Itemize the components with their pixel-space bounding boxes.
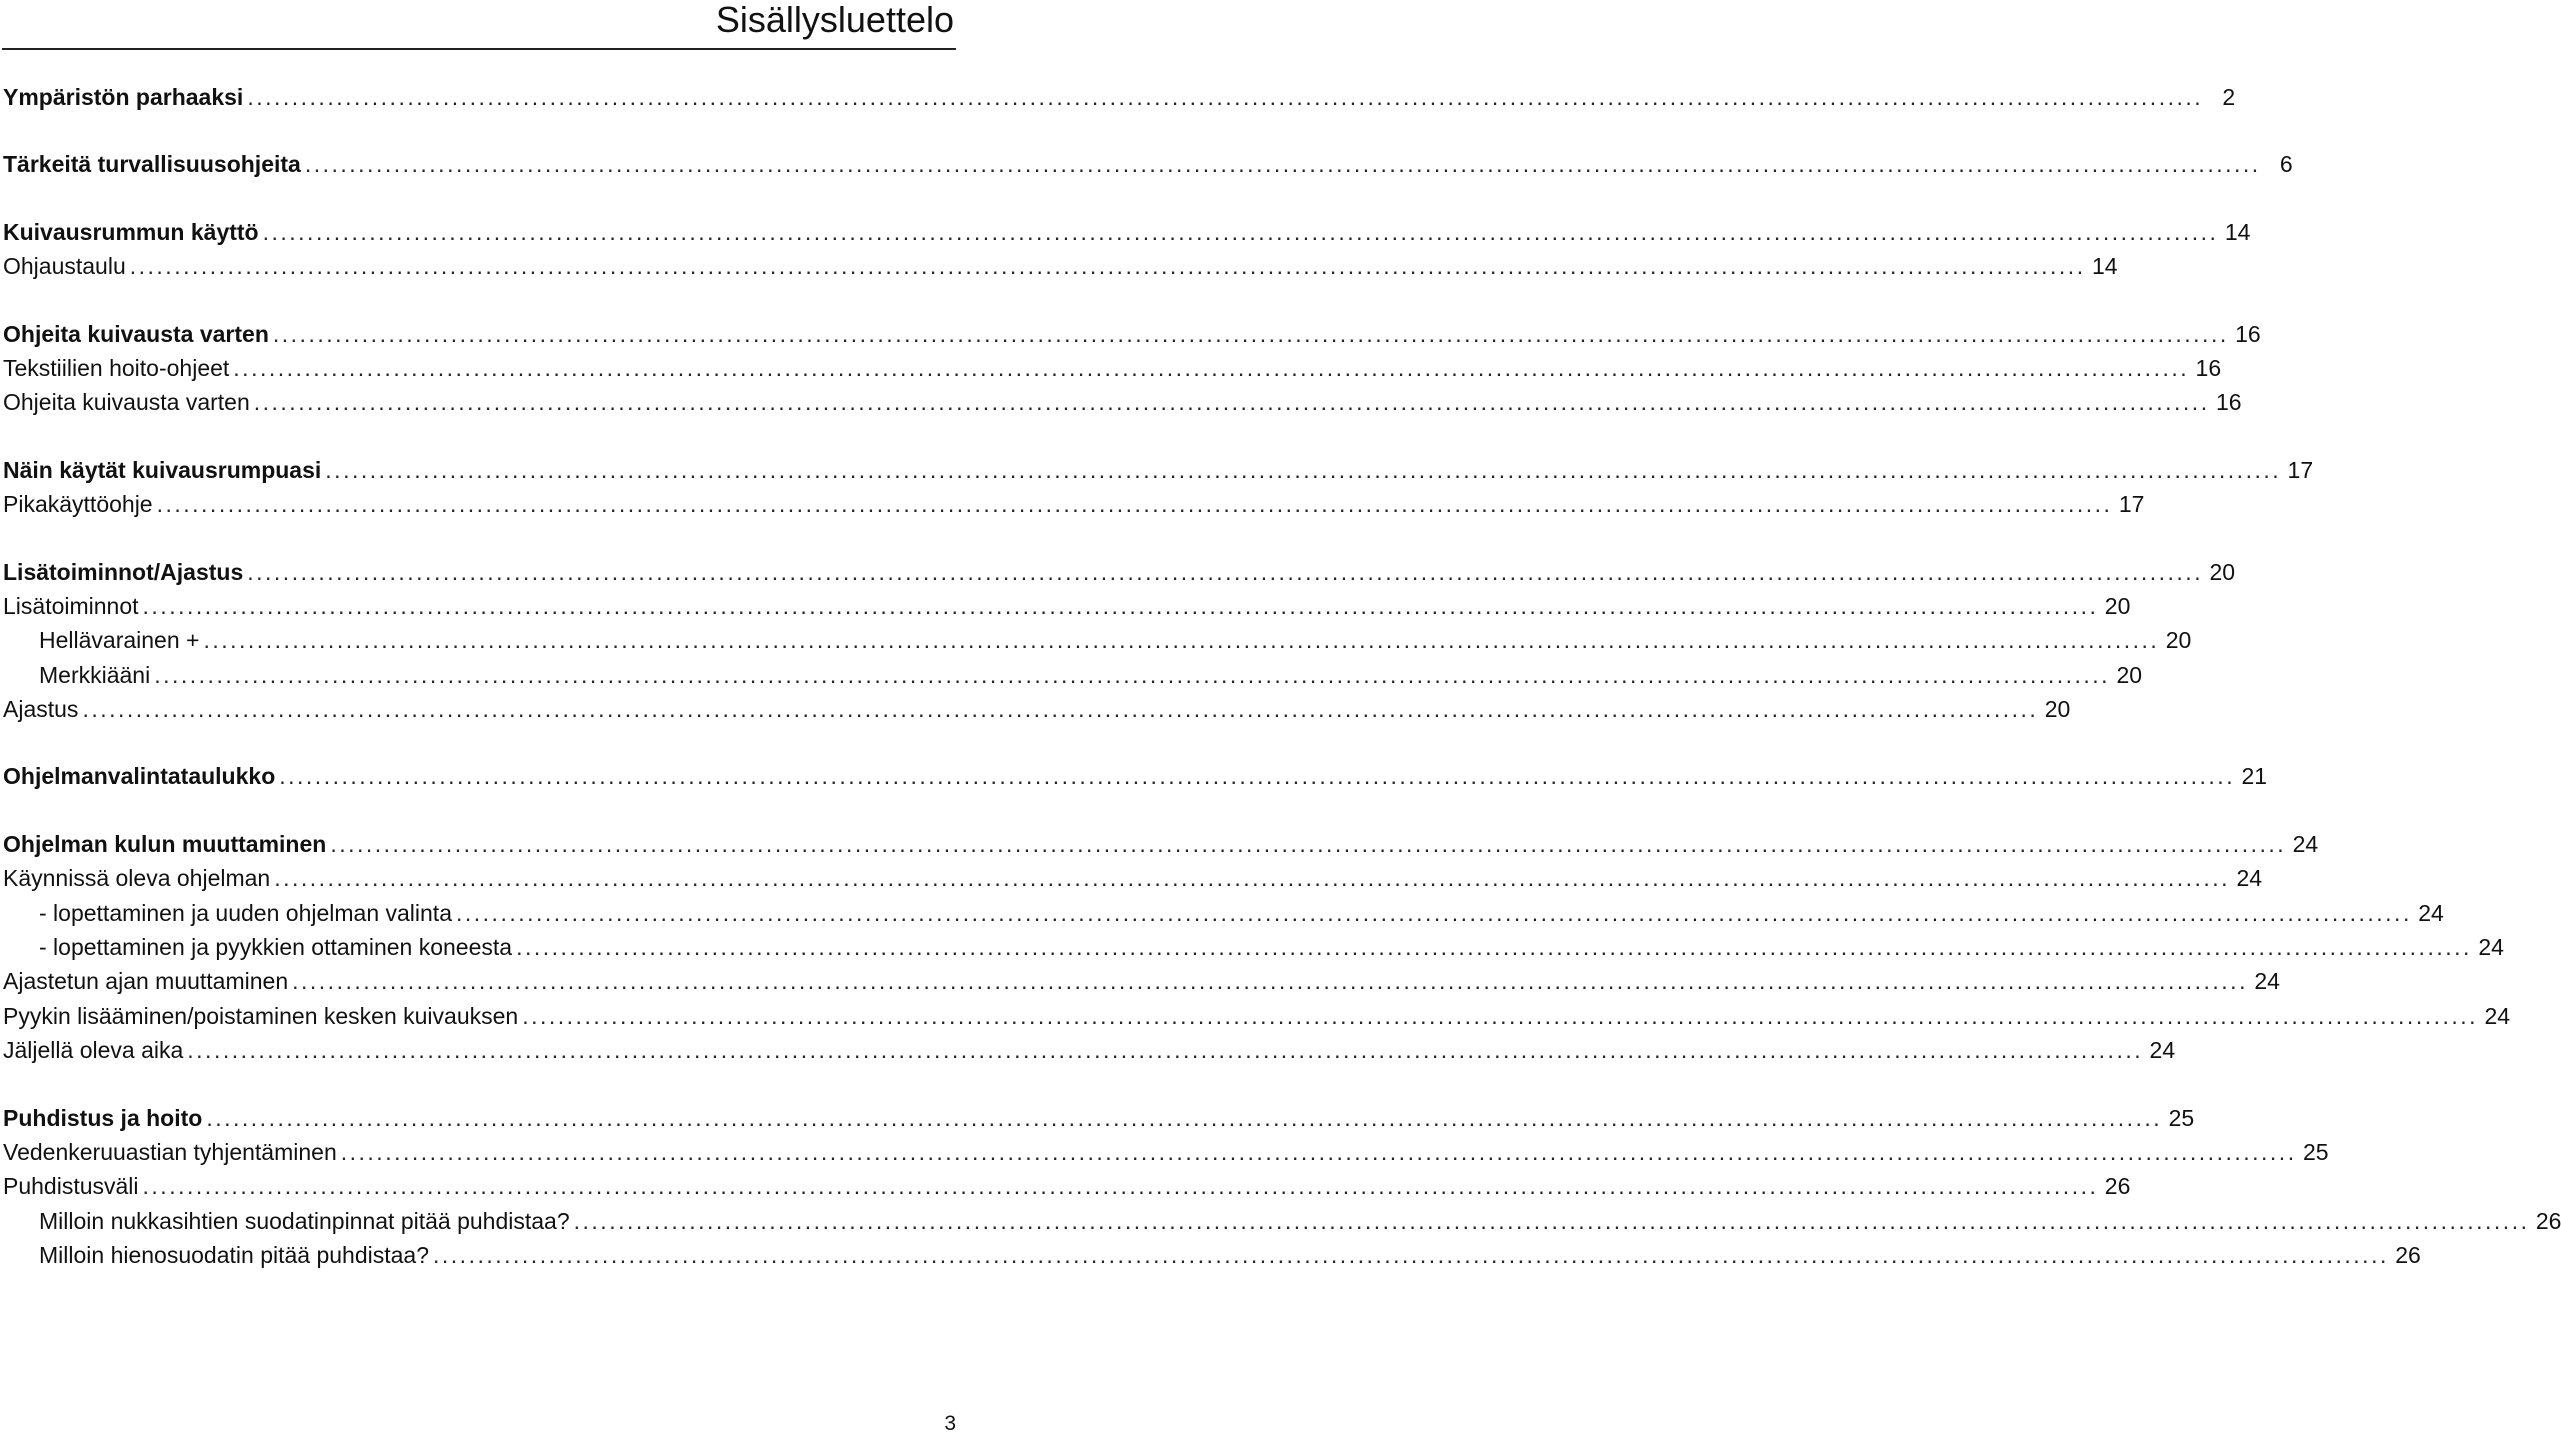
dot-leader: ............................................................................................................................................................................................................................: [187, 1037, 2144, 1064]
toc-entry-label: Ohjelman kulun muuttaminen: [3, 830, 327, 857]
toc-entry[interactable]: [3, 1169, 2131, 1203]
toc-entry-page-number: 21: [2241, 763, 2268, 790]
toc-section-entry[interactable]: [3, 827, 2319, 861]
toc-entry-page-number: 16: [2235, 320, 2261, 347]
toc-entry[interactable]: [3, 487, 2145, 521]
toc-group: [3, 453, 2314, 522]
page-number: 3: [944, 1412, 956, 1435]
toc-entry[interactable]: [3, 692, 2071, 726]
toc-entry-label: Tekstiilien hoito-ohjeet: [3, 354, 230, 381]
dot-leader: ............................................................................................................................................................................................................................: [142, 592, 2099, 619]
toc-entry[interactable]: [3, 658, 2143, 692]
dot-leader: ............................................................................................................................................................................................................................: [573, 1207, 2530, 1234]
toc-entry[interactable]: [3, 964, 2280, 998]
toc-entry-label: Tärkeitä turvallisuusohjeita: [3, 151, 301, 178]
toc-entry-page-number: 17: [2287, 456, 2314, 483]
toc-entry-label: - lopettaminen ja pyykkien ottaminen koneesta: [39, 934, 513, 961]
dot-leader: ............................................................................................................................................................................................................................: [272, 320, 2229, 347]
toc-group: [3, 80, 2236, 114]
toc-entry[interactable]: [3, 351, 2222, 385]
dot-leader: ............................................................................................................................................................................................................................: [247, 84, 2204, 110]
toc-entry-page-number: 16: [2216, 389, 2242, 416]
toc-entry-label: Ohjeita kuivausta varten: [3, 320, 269, 347]
toc-entry-label: Vedenkeruuastian tyhjentäminen: [3, 1138, 337, 1165]
toc-group: [3, 215, 2251, 284]
toc-entry-label: Puhdistus ja hoito: [3, 1104, 203, 1131]
toc-entry-page-number: 24: [2236, 865, 2263, 892]
toc-section-entry[interactable]: [3, 453, 2314, 487]
toc-entry[interactable]: [3, 623, 2192, 657]
toc-group: [3, 759, 2268, 793]
toc-section-entry[interactable]: [3, 80, 2236, 114]
toc-entry-label: Ohjeita kuivausta varten: [3, 389, 250, 416]
dot-leader: ............................................................................................................................................................................................................................: [156, 491, 2113, 518]
toc-entry[interactable]: [3, 861, 2263, 895]
dot-leader: ............................................................................................................................................................................................................................: [456, 899, 2412, 926]
dot-leader: ............................................................................................................................................................................................................................: [325, 456, 2282, 483]
toc-section-entry[interactable]: [3, 215, 2251, 249]
toc-entry[interactable]: [3, 385, 2242, 419]
dot-leader: ............................................................................................................................................................................................................................: [292, 968, 2248, 995]
toc-entry-page-number: 20: [2165, 627, 2192, 654]
page-title: Sisällysluettelo: [715, 0, 954, 40]
toc-entry-page-number: 14: [2224, 218, 2251, 245]
dot-leader: ............................................................................................................................................................................................................................: [253, 389, 2210, 416]
toc-section-entry[interactable]: [3, 1101, 2195, 1135]
toc-entry-page-number: 26: [2535, 1207, 2561, 1234]
toc-entry-label: Näin käytät kuivausrumpuasi: [3, 456, 322, 483]
toc-entry-label: Kuivausrummun käyttö: [3, 218, 259, 245]
toc-entry-label: Ohjaustaulu: [3, 253, 126, 280]
toc-entry-label: Lisätoiminnot: [3, 592, 139, 619]
toc-entry[interactable]: [3, 589, 2131, 623]
toc-entry[interactable]: [3, 249, 2118, 283]
toc-entry-page-number: 16: [2195, 354, 2222, 381]
dot-leader: ............................................................................................................................................................................................................................: [279, 763, 2236, 790]
toc-group: [3, 147, 2293, 181]
toc-entry-page-number: 24: [2484, 1002, 2511, 1029]
toc-entry-label: Milloin hienosuodatin pitää puhdistaa?: [39, 1242, 430, 1269]
toc-group: [3, 555, 2236, 727]
toc-entry-label: Puhdistusväli: [3, 1173, 139, 1200]
toc-entry-page-number: 26: [2104, 1173, 2131, 1200]
toc-entry-label: Ympäristön parhaaksi: [3, 84, 244, 110]
toc-entry-page-number: 17: [2118, 491, 2145, 518]
toc-section-entry[interactable]: [3, 317, 2261, 351]
toc-entry[interactable]: [3, 999, 2511, 1033]
toc-entry-page-number: 24: [2418, 899, 2444, 926]
toc-entry-page-number: 20: [2209, 558, 2236, 585]
dot-leader: ............................................................................................................................................................................................................................: [233, 354, 2190, 381]
dot-leader: ............................................................................................................................................................................................................................: [274, 865, 2231, 892]
toc-entry-page-number: 20: [2044, 696, 2071, 723]
toc-entry-page-number: 6: [2279, 151, 2293, 178]
toc-entry-page-number: 14: [2092, 253, 2118, 280]
toc-entry-label: Hellävarainen +: [39, 627, 200, 654]
toc-entry-label: Lisätoiminnot/Ajastus: [3, 558, 244, 585]
toc-entry[interactable]: [3, 1135, 2329, 1169]
dot-leader: ............................................................................................................................................................................................................................: [82, 696, 2039, 723]
table-of-contents: [3, 80, 2561, 1306]
toc-entry-label: Ajastus: [3, 696, 79, 723]
toc-entry-page-number: 25: [2168, 1104, 2195, 1131]
toc-entry-label: Pyykin lisääminen/poistaminen kesken kuivauksen: [3, 1002, 519, 1029]
toc-entry-page-number: 24: [2478, 934, 2504, 961]
dot-leader: ............................................................................................................................................................................................................................: [522, 1002, 2479, 1029]
dot-leader: ............................................................................................................................................................................................................................: [304, 151, 2261, 178]
toc-entry-label: Ajastetun ajan muuttaminen: [3, 968, 289, 995]
toc-section-entry[interactable]: [3, 147, 2293, 181]
dot-leader: ............................................................................................................................................................................................................................: [340, 1138, 2297, 1165]
toc-entry-label: Ohjelmanvalintataulukko: [3, 763, 276, 790]
toc-entry-label: Käynnissä oleva ohjelman: [3, 865, 271, 892]
dot-leader: ............................................................................................................................................................................................................................: [247, 558, 2204, 585]
dot-leader: ............................................................................................................................................................................................................................: [262, 218, 2219, 245]
dot-leader: ............................................................................................................................................................................................................................: [129, 253, 2086, 280]
toc-entry-label: Pikakäyttöohje: [3, 491, 153, 518]
toc-entry-page-number: 24: [2292, 830, 2319, 857]
toc-group: [3, 827, 2511, 1068]
toc-group: [3, 1101, 2561, 1273]
toc-entry[interactable]: [3, 930, 2504, 964]
toc-entry[interactable]: [3, 1238, 2421, 1272]
toc-entry-label: - lopettaminen ja uuden ohjelman valinta: [39, 899, 452, 926]
toc-section-entry[interactable]: [3, 555, 2236, 589]
toc-entry-label: Milloin nukkasihtien suodatinpinnat pitää puhdistaa?: [39, 1207, 570, 1234]
dot-leader: ............................................................................................................................................................................................................................: [154, 661, 2111, 688]
dot-leader: ............................................................................................................................................................................................................................: [142, 1173, 2099, 1200]
toc-entry[interactable]: [3, 1033, 2176, 1067]
dot-leader: ............................................................................................................................................................................................................................: [516, 934, 2472, 961]
toc-entry-page-number: 20: [2116, 661, 2143, 688]
toc-entry[interactable]: [3, 1204, 2561, 1238]
toc-group: [3, 317, 2261, 420]
title-divider: [2, 48, 956, 50]
toc-entry-page-number: 25: [2303, 1138, 2329, 1165]
toc-entry-page-number: 2: [2222, 84, 2236, 110]
dot-leader: ............................................................................................................................................................................................................................: [330, 830, 2287, 857]
dot-leader: ............................................................................................................................................................................................................................: [433, 1242, 2389, 1269]
toc-entry-page-number: 24: [2149, 1037, 2176, 1064]
toc-entry-page-number: 24: [2254, 968, 2280, 995]
toc-entry-label: Merkkiääni: [39, 661, 151, 688]
toc-entry-label: Jäljellä oleva aika: [3, 1037, 184, 1064]
dot-leader: ............................................................................................................................................................................................................................: [203, 627, 2160, 654]
toc-section-entry[interactable]: [3, 759, 2268, 793]
dot-leader: ............................................................................................................................................................................................................................: [206, 1104, 2163, 1131]
toc-entry-page-number: 20: [2104, 592, 2131, 619]
toc-entry-page-number: 26: [2395, 1242, 2421, 1269]
toc-entry[interactable]: [3, 896, 2444, 930]
